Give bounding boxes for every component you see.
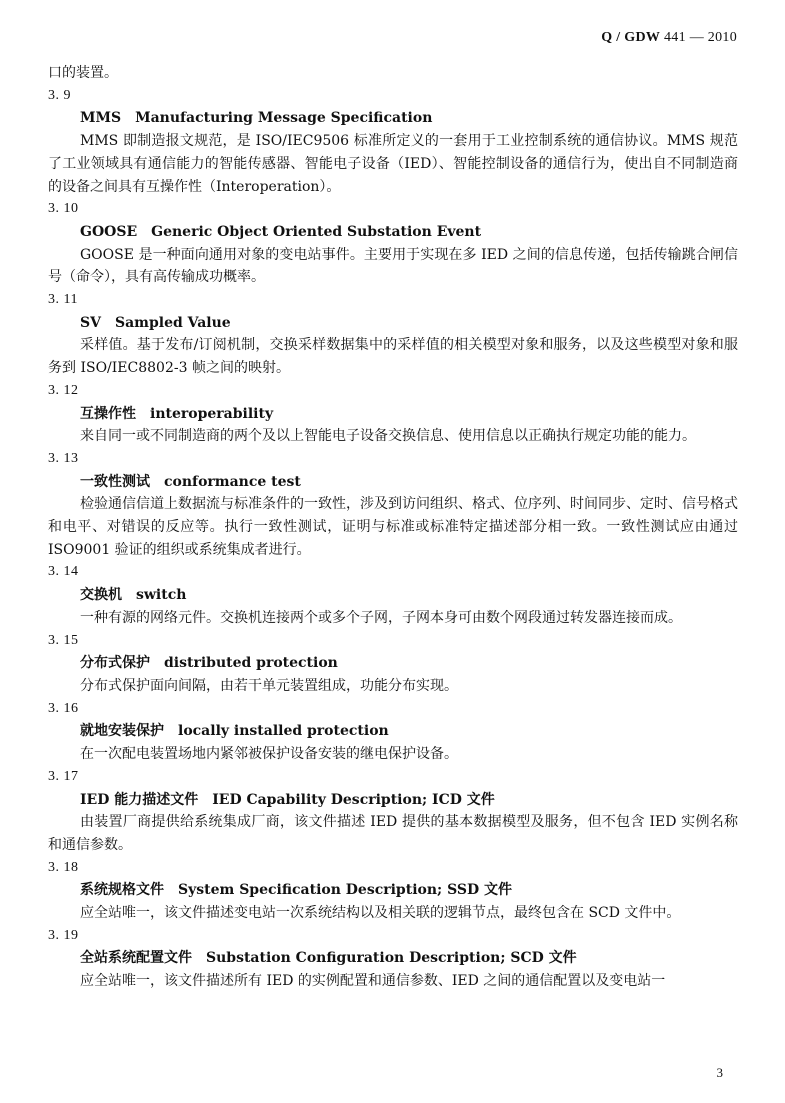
clause-number: 3. 9 — [48, 87, 71, 103]
clause-number: 3. 14 — [48, 564, 79, 580]
term-english-name: System Specification Description; SSD 文件 — [178, 882, 512, 899]
clause-number: 3. 19 — [48, 927, 79, 943]
definition-entry — [48, 766, 738, 857]
term-name: 就地安装保护 — [80, 723, 164, 740]
term-definition: 由装置厂商提供给系统集成厂商，该文件描述 IED 提供的基本数据模型及服务，但不包含 IED 实例名称和通信参数。 — [48, 814, 738, 853]
term-definition: 来自同一或不同制造商的两个及以上智能电子设备交换信息、使用信息以正确执行规定功能的能力。 — [80, 428, 696, 445]
term-definition: GOOSE 是一种面向通用对象的变电站事件。主要用于实现在多 IED 之间的信息传递，包括传输跳合闸信号（命令），具有高传输成功概率。 — [48, 246, 738, 286]
term-definition: 应全站唯一，该文件描述所有 IED 的实例配置和通信参数、IED 之间的通信配置以及变电站一 — [80, 973, 666, 990]
term-definition: 一种有源的网络元件。交换机连接两个或多个子网，子网本身可由数个网段通过转发器连接而成。 — [80, 609, 682, 626]
term-english-name: Manufacturing Message Specification — [135, 110, 433, 127]
term-english-name: Sampled Value — [114, 314, 231, 331]
term-heading — [48, 879, 738, 902]
term-heading — [48, 584, 738, 607]
document-body — [48, 62, 738, 993]
clause-number: 3. 11 — [48, 292, 78, 308]
term-heading — [48, 221, 738, 244]
term-name: 交换机 — [80, 587, 122, 604]
clause-number: 3. 18 — [48, 859, 79, 875]
definition-entry — [48, 380, 738, 448]
standard-number: 441 — 2010 — [664, 30, 737, 45]
term-heading — [48, 471, 738, 494]
term-name: 全站系统配置文件 — [80, 950, 192, 967]
term-definition: 在一次配电装置场地内紧邻被保护设备安装的继电保护设备。 — [80, 746, 458, 763]
term-english-name: interoperability — [150, 405, 274, 422]
clause-number: 3. 13 — [48, 450, 79, 466]
page-number: 3 — [716, 1065, 723, 1080]
definition-entry — [48, 448, 738, 562]
clause-number: 3. 17 — [48, 768, 79, 784]
clause-number: 3. 16 — [48, 700, 79, 716]
term-definition: 检验通信信道上数据流与标准条件的一致性，涉及到访问组织、格式、位序列、时间同步、定时、信号格式和电平、对错误的反应等。执行一致性测试，证明与标准或标准特定描述部分相一致。一致性测试应由通过 ISO9001 验证的组织或系统集成者进行。 — [48, 496, 738, 558]
term-heading — [48, 947, 738, 970]
term-english-name: IED Capability Description; ICD 文件 — [212, 791, 495, 808]
term-heading — [48, 107, 738, 130]
term-english-name: switch — [136, 587, 187, 604]
definition-entry — [48, 630, 738, 698]
term-name: MMS — [80, 110, 122, 127]
term-heading — [48, 720, 738, 743]
term-definition: MMS 即制造报文规范，是 ISO/IEC9506 标准所定义的一套用于工业控制系统的通信协议。MMS 规范了工业领域具有通信能力的智能传感器、智能电子设备（IED）、智能控制设备的通信行为，使出自不同制造商的设备之间具有互操作性（Interoperation）。 — [48, 133, 738, 195]
term-english-name: Substation Configuration Description; SCD 文件 — [206, 950, 577, 967]
definition-entry — [48, 198, 738, 289]
term-definition: 分布式保护面向间隔，由若干单元装置组成，功能分布实现。 — [80, 677, 458, 694]
term-english-name: conformance test — [164, 473, 301, 490]
term-definition: 采样值。基于发布/订阅机制，交换采样数据集中的采样值的相关模型对象和服务，以及这些模型对象和服务到 ISO/IEC8802-3 帧之间的映射。 — [48, 337, 738, 377]
term-name: 一致性测试 — [80, 473, 150, 490]
definition-list — [48, 85, 738, 993]
term-heading — [48, 312, 738, 335]
term-name: 分布式保护 — [80, 655, 150, 672]
clause-number: 3. 12 — [48, 382, 79, 398]
term-heading — [48, 403, 738, 426]
standard-code: Q / GDW — [601, 30, 661, 45]
clause-number: 3. 10 — [48, 201, 79, 217]
term-name: 系统规格文件 — [80, 882, 164, 899]
term-name: IED 能力描述文件 — [80, 791, 199, 808]
definition-entry — [48, 85, 738, 199]
term-name: GOOSE — [80, 223, 138, 240]
term-heading — [48, 652, 738, 675]
definition-entry — [48, 698, 738, 766]
term-english-name: distributed protection — [164, 655, 338, 672]
definition-entry — [48, 289, 738, 380]
term-english-name: Generic Object Oriented Substation Event — [151, 223, 482, 240]
definition-entry — [48, 925, 738, 993]
term-english-name: locally installed protection — [178, 723, 389, 740]
clause-number: 3. 15 — [48, 632, 79, 648]
continued-text: 口的装置。 — [48, 65, 118, 81]
definition-entry — [48, 857, 738, 925]
page-header — [601, 30, 737, 46]
term-name: 互操作性 — [80, 405, 136, 422]
definition-entry — [48, 561, 738, 629]
term-heading — [48, 789, 738, 812]
term-name: SV — [80, 314, 101, 331]
term-definition: 应全站唯一，该文件描述变电站一次系统结构以及相关联的逻辑节点，最终包含在 SCD 文件中。 — [80, 905, 681, 922]
